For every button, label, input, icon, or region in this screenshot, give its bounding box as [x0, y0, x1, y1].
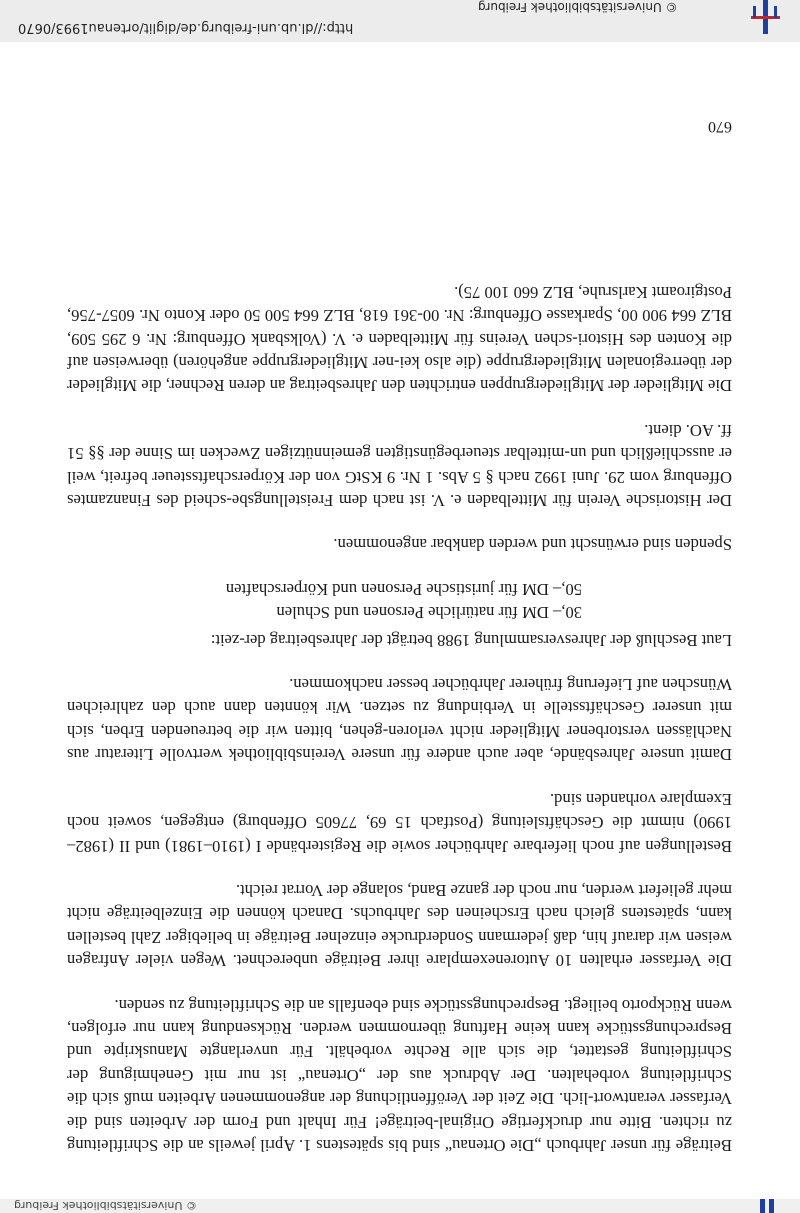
copyright-notice-footer: © Universitätsbibliothek Freiburg: [14, 1199, 197, 1212]
paragraph-estates: Damit unsere Jahresbände, aber auch andere für unsere Vereinsbibliothek wertvolle Literatur aus Nachlässen verstorbener Mitglieder nicht verloren-gehen, bitten wir die betreuenden Erben, sich mit unserer Geschäftsstelle in Verbindung zu setzen. Wir könnten dann auch den zahlreichen Wünschen auf Lieferung früherer Jahrbücher besser nachkommen.: [67, 675, 732, 765]
fee-legal-entities: 50,– DM für juristische Personen und Körperschaften: [225, 579, 582, 599]
library-logo-icon: [745, 0, 785, 42]
scanned-page: [0, 42, 800, 1199]
viewer-header: [0, 0, 800, 42]
paragraph-tax-exemption: Der Historische Verein für Mittelbaden e. V. ist nach dem Freistellungsbe-scheid des Finanzamtes Offenburg vom 29. Juni 1992 nach § 5 Abs. 1 Nr. 9 KStG von der Körperschaftssteuer befreit, weil er ausschließlich und un-mittelbar steuerbegünstigten gemeinnützigen Zwecken im Sinne der §§ 51 ff. AO. dient.: [67, 420, 732, 511]
viewer-footer: [0, 1199, 800, 1213]
page-body: [67, 259, 732, 1157]
paragraph-submissions: Beiträge für unser Jahrbuch „Die Ortenau“ sind bis spätestens 1. April jeweils an die Schriftleitung zu richten. Bitte nur druckfertige Original-beiträge! Für Inhalt und Form der Arbeiten sind die Verfasser verantwort-lich. Die Zeit der Veröffentlichung der angenommenen Arbeiten muß sich die Schriftleitung vorbehalten. Der Abdruck aus der „Ortenau“ ist nur mit Genehmigung der Schriftleitung gestattet, die sich alle Rechte vorbehält. Für unverlangte Manuskripte und Besprechungsstücke kann keine Haftung übernommen werden. Rücksendung kann nur erfolgen, wenn Rückporto beiliegt. Besprechungsstücke sind ebenfalls an die Schriftleitung zu senden.: [67, 995, 732, 1155]
source-url[interactable]: http://dl.ub.uni-freiburg.de/diglit/ortenau1993/0670: [18, 20, 354, 35]
fee-list: [67, 577, 732, 624]
paragraph-orders: Bestellungen auf noch lieferbare Jahrbücher sowie die Registerbände I (1910–1981) und II (1982–1990) nimmt die Geschäftsleitung (Postfach 15 69, 77605 Offenburg) entgegen, soweit noch Exemplare vorhanden sind.: [67, 789, 732, 856]
paragraph-membership-fee: Laut Beschluß der Jahresversammlung 1988 beträgt der Jahresbeitrag der-zeit:: [210, 630, 732, 650]
copyright-notice: © Universitätsbibliothek Freiburg: [478, 0, 678, 14]
page-number: 670: [708, 118, 732, 135]
paragraph-donations: Spenden sind erwünscht und werden dankbar angenommen.: [333, 535, 732, 555]
paragraph-bank-accounts: Die Mitglieder der Mitgliedergruppen entrichten den Jahresbeitrag an deren Rechner, die Mitglieder der überregionalen Mitgliedergruppe (die also kei-ner Mitgliedergruppe angehören) überweisen auf die Konten des Histori-schen Vereins für Mittelbaden e. V. (Volksbank Offenburg: Nr. 6 295 509, BLZ 664 900 00, Sparkasse Offenburg: Nr. 00-361 618, BLZ 664 500 50 oder Konto Nr. 6057-756, Postgiroamt Karlsruhe, BLZ 660 100 75).: [67, 282, 732, 396]
fee-natural-persons: 30,– DM für natürliche Personen und Schulen: [276, 603, 582, 623]
library-logo-small-icon: [760, 1199, 780, 1213]
paragraph-author-copies: Die Verfasser erhalten 10 Autorenexemplare ihrer Beiträge unberechnet. Wegen vieler Anfragen weisen wir darauf hin, daß jedermann Sonderdrucke einzelner Beiträge in beliebiger Zahl bestellen kann, spätestens gleich nach Erscheinen des Jahrbuchs. Danach können die Einzelbeiträge nicht mehr geliefert werden, nur noch der ganze Band, solange der Vorrat reicht.: [67, 880, 732, 971]
